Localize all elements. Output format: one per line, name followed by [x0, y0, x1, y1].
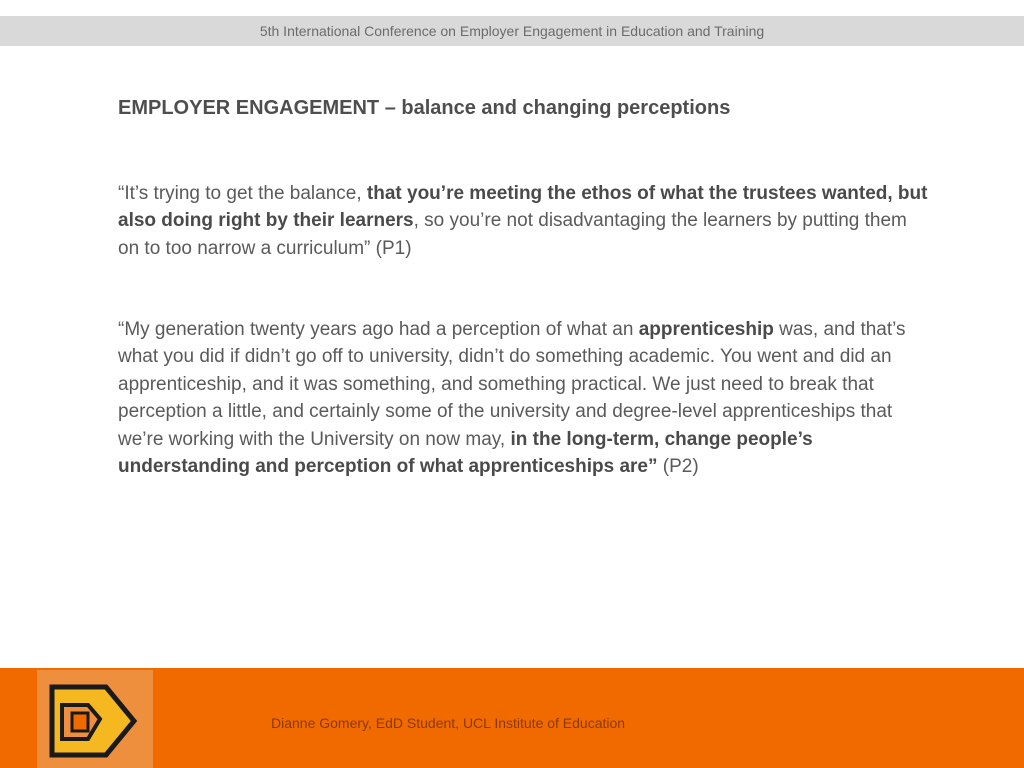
- quote-p2-text-1: “My generation twenty years ago had a perception of what an: [118, 319, 639, 340]
- quote-p1-bold-1: that you’re meeting the ethos of what the trustees wanted, but also doing right by their learners: [118, 183, 928, 232]
- quote-p2-bold-1: apprenticeship: [638, 319, 774, 340]
- quote-p2-text-2: was, and that’s what you did if didn’t go off to university, didn’t do something academic. You went and did an apprenticeship, and it was something, and something practical. We just need to break that perception a little, and certainly some of the university and degree-level apprenticeships that we’re working with the University on now may,: [118, 319, 906, 450]
- ed-logo-icon: [48, 683, 142, 759]
- footer-bar: [0, 668, 1024, 768]
- conference-header-bar: [0, 16, 1024, 46]
- quote-p1-text-1: “It’s trying to get the balance,: [118, 183, 367, 204]
- logo: [37, 670, 153, 768]
- quote-p2: [118, 316, 928, 480]
- conference-title: 5th International Conference on Employer Engagement in Education and Training: [259, 23, 765, 39]
- quote-p2-bold-2: in the long-term, change people’s understanding and perception of what apprenticeships are”: [118, 428, 813, 478]
- quote-p1: [118, 180, 928, 262]
- quote-p1-text-2: , so you’re not disadvantaging the learners by putting them on to too narrow a curriculum” (P1): [118, 210, 907, 259]
- author-credit: Dianne Gomery, EdD Student, UCL Institute of Education: [271, 715, 626, 731]
- quote-p2-text-3: (P2): [657, 456, 699, 478]
- slide-title: EMPLOYER ENGAGEMENT – balance and changing perceptions: [118, 97, 731, 119]
